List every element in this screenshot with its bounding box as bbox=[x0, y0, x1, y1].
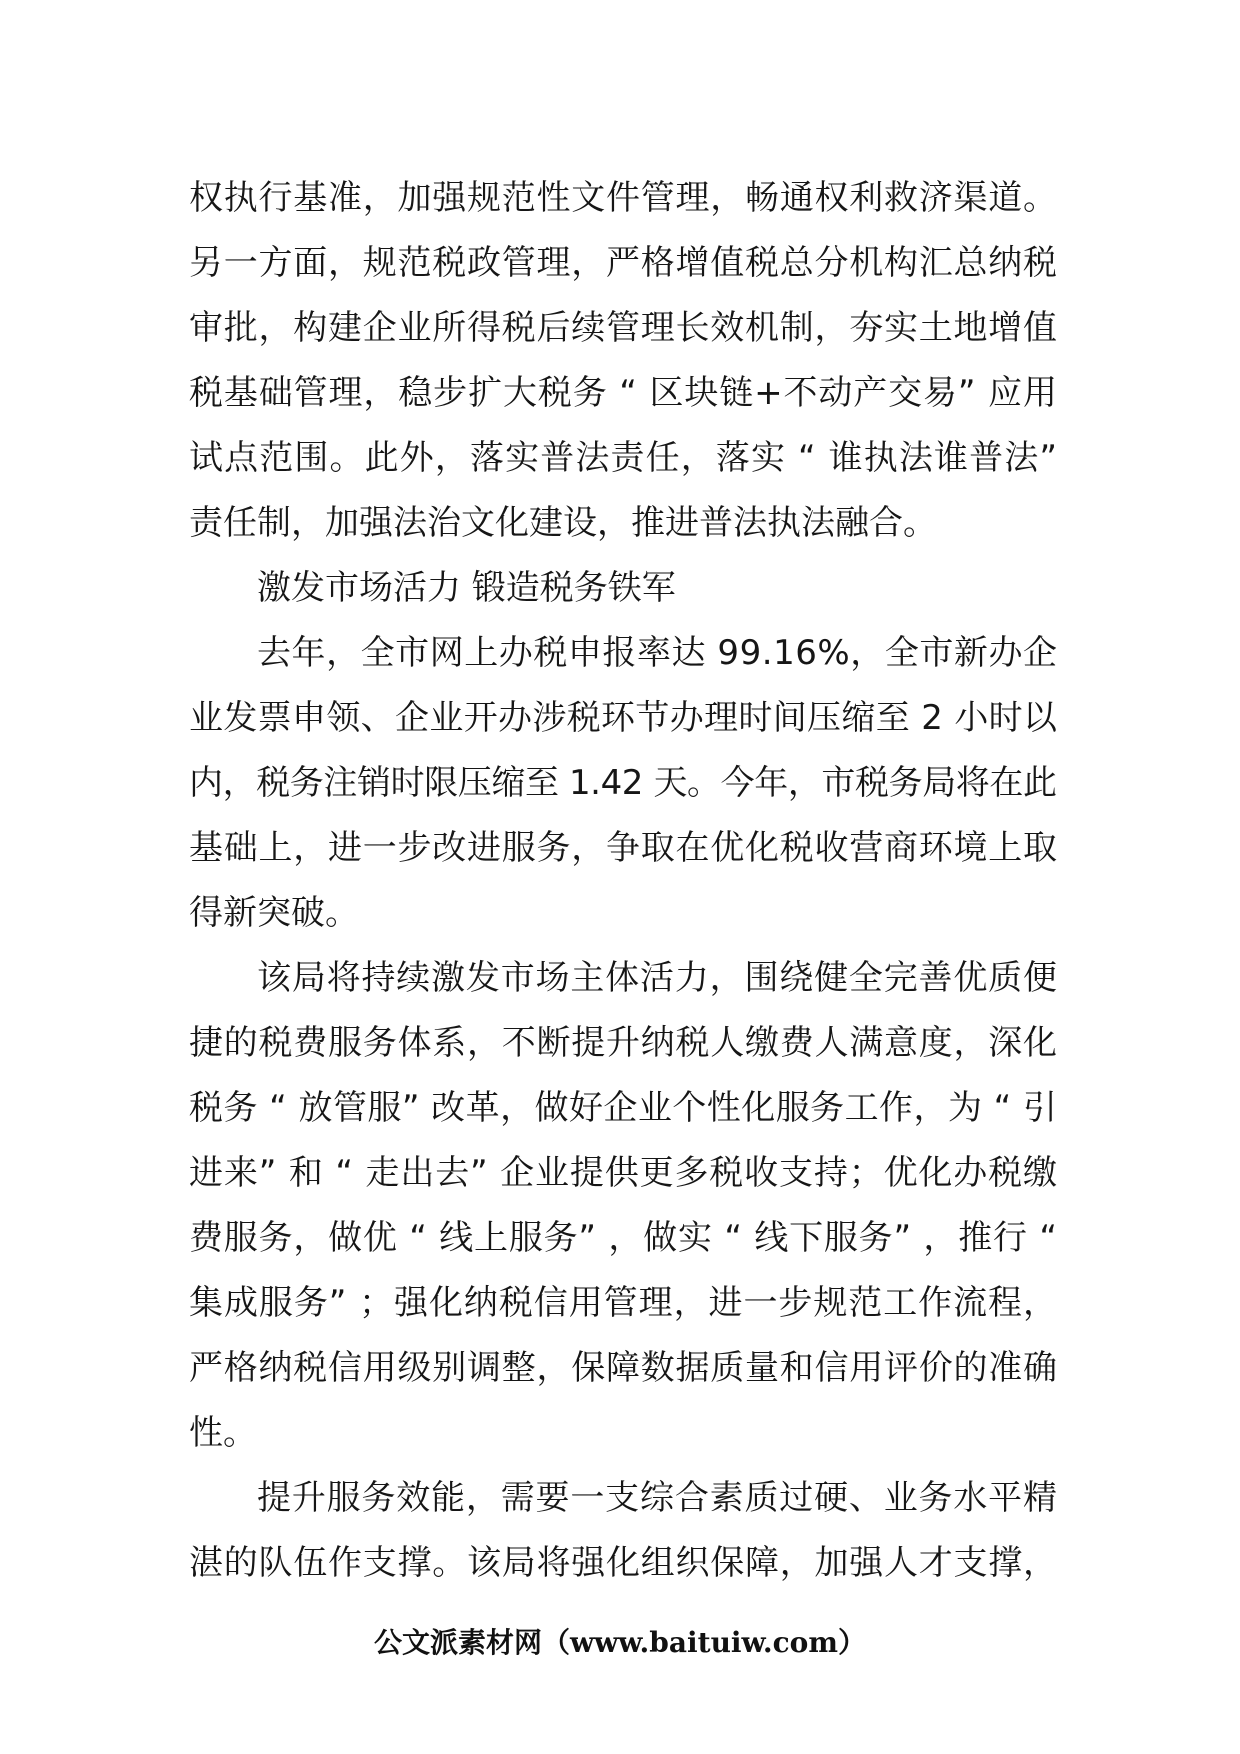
text-line: 基础上，进一步改进服务，争取在优化税收营商环境上取 bbox=[189, 828, 1058, 868]
text-line: 税基础管理，稳步扩大税务 “ 区块链+不动产交易” 应用 bbox=[189, 373, 1058, 413]
text-line: 严格纳税信用级别调整，保障数据质量和信用评价的准确 bbox=[189, 1348, 1058, 1388]
text-line: 费服务，做优 “ 线上服务” ，做实 “ 线下服务” ，推行 “ bbox=[189, 1218, 1058, 1258]
text-line: 集成服务” ；强化纳税信用管理，进一步规范工作流程， bbox=[189, 1283, 1058, 1323]
text-line: 权执行基准，加强规范性文件管理，畅通权利救济渠道。 bbox=[189, 178, 1058, 218]
text-line: 试点范围。此外，落实普法责任，落实 “ 谁执法谁普法” bbox=[189, 438, 1059, 478]
text-line: 提升服务效能，需要一支综合素质过硬、业务水平精 bbox=[257, 1478, 1058, 1518]
text-line: 性。 bbox=[189, 1413, 257, 1453]
text-line: 税务 “ 放管服” 改革，做好企业个性化服务工作，为 “ 引 bbox=[189, 1088, 1058, 1128]
text-line: 得新突破。 bbox=[189, 893, 359, 933]
text-line: 内，税务注销时限压缩至 1.42 天。今年，市税务局将在此 bbox=[189, 763, 1057, 803]
text-line: 另一方面，规范税政管理，严格增值税总分机构汇总纳税 bbox=[189, 243, 1058, 283]
text-line: 责任制，加强法治文化建设，推进普法执法融合。 bbox=[189, 503, 937, 543]
text-line: 捷的税费服务体系，不断提升纳税人缴费人满意度，深化 bbox=[189, 1023, 1058, 1063]
text-line: 去年，全市网上办税申报率达 99.16%，全市新办企 bbox=[257, 633, 1058, 673]
text-line: 激发市场活力 锻造税务铁军 bbox=[257, 568, 676, 608]
page-footer: 公文派素材网（www.baituiw.com） bbox=[374, 1626, 866, 1659]
text-line: 业发票申领、企业开办涉税环节办理时间压缩至 2 小时以 bbox=[189, 698, 1058, 738]
text-line: 湛的队伍作支撑。该局将强化组织保障，加强人才支撑， bbox=[189, 1543, 1058, 1583]
text-line: 该局将持续激发市场主体活力，围绕健全完善优质便 bbox=[257, 958, 1058, 998]
text-line: 进来” 和 “ 走出去” 企业提供更多税收支持；优化办税缴 bbox=[189, 1153, 1058, 1193]
text-line: 审批，构建企业所得税后续管理长效机制，夯实土地增值 bbox=[189, 308, 1058, 348]
